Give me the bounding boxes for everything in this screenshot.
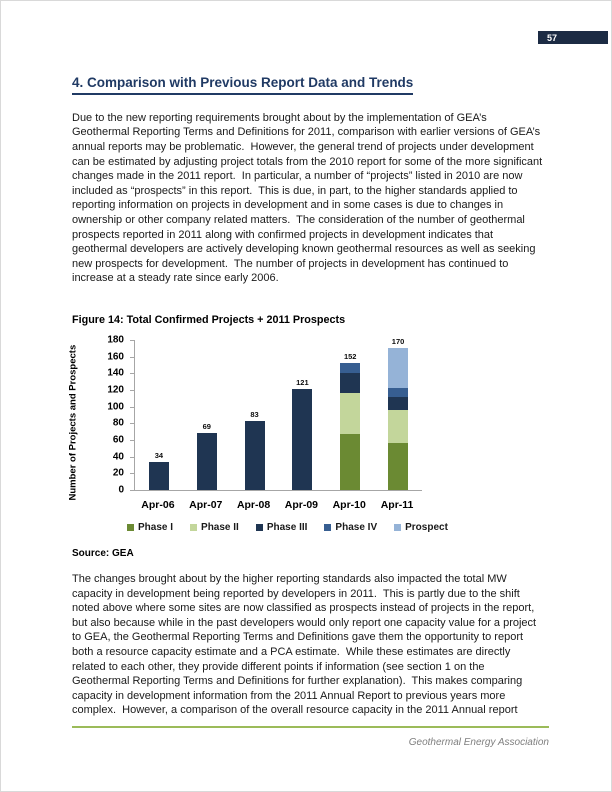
- paragraph-1: Due to the new reporting requirements brought about by the implementation of GEA’s Geothermal Reporting Terms and Definitions for 2011, comparison with earlier versions of GEA’s annual reports may be problematic. However, the general trend of projects under development can be estimated by adjusting project totals from the 2010 report for some of the more significant changes made in the 2011 report. In particular, a number of “projects” listed in 2010 are now included as “prospects” in this report. This is due, in part, to the higher standards applied to reporting information on projects in development and in some cases is due to changes in ownership or other company related matters. The consideration of the number of geothermal prospects reported in 2011 along with confirmed projects in development indicates that geothermal developers are actively developing known geothermal resources as well as seeking new prospects for development. The number of projects in development has continued to increase at a steady rate since early 2006.: [72, 111, 546, 285]
- bar-segment-phase-ii: [340, 393, 360, 434]
- bar-segment-phase-iii: [292, 389, 312, 490]
- bar-stack: [245, 421, 265, 490]
- page-number-badge: [538, 31, 608, 44]
- legend-label: Phase IV: [335, 522, 378, 533]
- bar-segment-phase-iv: [388, 388, 408, 397]
- x-axis-label: Apr-09: [284, 499, 319, 511]
- bar-total-label: 121: [296, 378, 309, 388]
- bar-column: [135, 340, 183, 490]
- legend-item: [256, 522, 308, 533]
- y-tick-label: 80: [112, 417, 124, 429]
- bar-column: [278, 340, 326, 490]
- legend-label: Phase III: [266, 522, 308, 533]
- x-axis-labels: [134, 499, 421, 511]
- bar-segment-phase-iii: [149, 462, 169, 490]
- bar-total-label: 170: [391, 337, 405, 347]
- legend-label: Phase II: [201, 522, 239, 533]
- footer-text: Geothermal Energy Association: [408, 737, 549, 748]
- bar-segment-phase-iii: [197, 433, 217, 491]
- bar-total-label: 34: [154, 450, 164, 460]
- bar-stack: [197, 433, 217, 491]
- legend-item: [324, 522, 377, 533]
- bar-stack: [149, 462, 169, 490]
- legend-swatch: [256, 524, 263, 531]
- bar-total-label: 83: [250, 409, 259, 419]
- y-tick-label: 140: [107, 367, 124, 379]
- plot-area: [134, 337, 422, 491]
- y-tick-label: 40: [112, 451, 124, 463]
- bar-column: [374, 337, 422, 490]
- figure-14-chart: [67, 332, 545, 542]
- y-tick-label: 120: [107, 384, 124, 396]
- bar-segment-phase-iii: [340, 373, 360, 393]
- bar-stack: [292, 389, 312, 490]
- bar-column: [183, 340, 231, 490]
- bar-stack: [340, 363, 360, 490]
- page-number: 57: [547, 32, 558, 43]
- x-axis-label: Apr-08: [236, 499, 271, 511]
- section-heading: 4. Comparison with Previous Report Data and Trends: [72, 75, 545, 95]
- bar-segment-phase-iii: [388, 397, 408, 410]
- y-axis-title: Number of Projects and Prospects: [67, 344, 79, 501]
- legend-label: Prospect: [405, 522, 448, 533]
- y-tick-label: 20: [112, 467, 124, 479]
- bar-segment-phase-i: [388, 443, 408, 491]
- legend-swatch: [127, 524, 134, 531]
- paragraph-2: The changes brought about by the higher reporting standards also impacted the total MW capacity in development being reported by developers in 2011. This is partly due to the shift noted above where some sites are now classified as prospects instead of projects in the report, but also because while in the past developers would only report one capacity value for a project to GEA, the Geothermal Reporting Terms and Definitions gave them the opportunity to report both a resource capacity estimate and a PCA estimate. While these estimates are directly related to each other, they provide different points if information (see section 1 on the Geothermal Reporting Terms and Definitions for further explanation). This makes comparing capacity in development information from the 2011 Annual Report to previous years more complex. However, a comparison of the overall resource capacity in the 2011 Annual report: [72, 573, 540, 717]
- legend-swatch: [190, 524, 197, 531]
- x-axis-label: Apr-06: [141, 499, 175, 511]
- bar-column: [231, 340, 279, 490]
- legend-label: Phase I: [138, 522, 174, 533]
- y-tick-label: 60: [112, 434, 124, 446]
- figure-caption: Figure 14: Total Confirmed Projects + 2011 Prospects: [72, 314, 346, 326]
- bar-total-label: 69: [202, 421, 211, 431]
- x-axis-label: Apr-10: [332, 499, 366, 511]
- x-axis-label: Apr-07: [189, 499, 223, 511]
- y-tick-label: 100: [107, 401, 124, 413]
- page-footer: [72, 726, 549, 750]
- bar-total-label: 152: [343, 352, 357, 362]
- legend-item: [127, 522, 173, 533]
- bar-segment-phase-iv: [340, 363, 360, 373]
- bar-column: [326, 340, 374, 490]
- y-tick-label: 180: [107, 334, 124, 346]
- y-axis: [72, 332, 134, 502]
- bar-segment-prospect: [388, 348, 408, 387]
- legend-item: [190, 522, 239, 533]
- source-note: Source: GEA: [72, 548, 134, 559]
- bar-segment-phase-ii: [388, 410, 408, 443]
- bar-segment-phase-i: [340, 434, 360, 490]
- bar-segment-phase-iii: [245, 421, 265, 490]
- legend-swatch: [394, 524, 401, 531]
- y-tick-label: 0: [118, 484, 124, 496]
- legend-item: [394, 522, 448, 533]
- bar-stack: [388, 348, 408, 490]
- legend-swatch: [324, 524, 331, 531]
- chart-legend: [127, 522, 465, 533]
- y-tick-label: 160: [107, 351, 124, 363]
- x-axis-label: Apr-11: [380, 499, 414, 511]
